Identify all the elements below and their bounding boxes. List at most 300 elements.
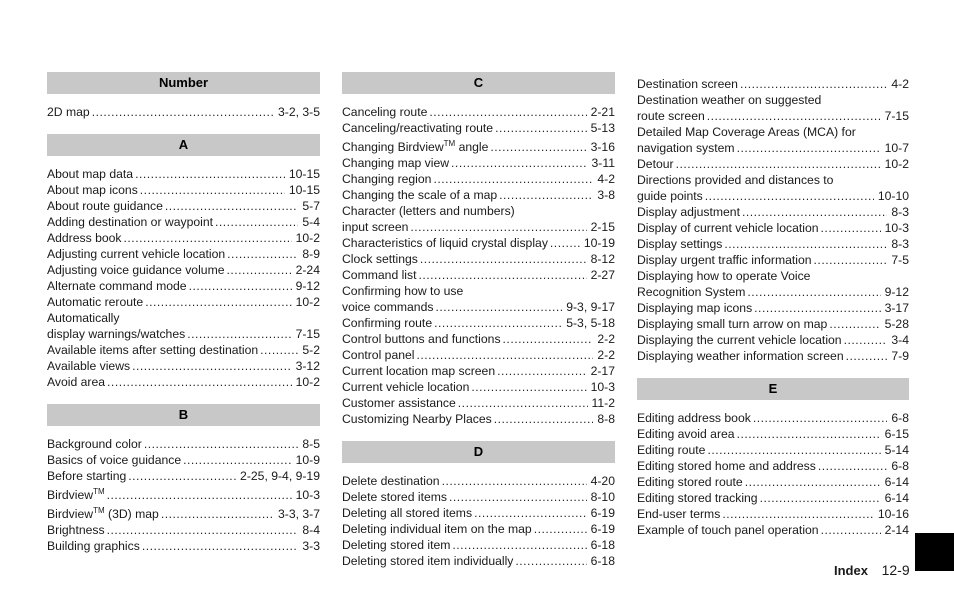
page-reference: 2-17 xyxy=(590,364,615,379)
index-column-1 xyxy=(47,72,320,554)
index-entry xyxy=(342,411,615,427)
index-entry xyxy=(47,230,320,246)
index-entry xyxy=(342,235,615,251)
index-entry-text: Destination screen xyxy=(637,77,738,91)
index-entry-text: navigation system xyxy=(637,141,735,155)
index-entry-text: Available views xyxy=(47,359,131,373)
leader-dots xyxy=(829,316,880,332)
page-reference: 7-5 xyxy=(891,253,909,267)
index-entry-term xyxy=(637,316,827,332)
index-entry-text-after: angle xyxy=(455,140,489,155)
page-reference: 3-3 xyxy=(302,539,320,554)
page-reference: 3-3, 3-7 xyxy=(277,507,320,522)
index-entry-text: guide points xyxy=(637,189,703,203)
index-entry-text: Editing avoid area xyxy=(637,427,735,441)
page-reference: 8-3 xyxy=(891,205,909,219)
index-entry-term xyxy=(47,230,122,246)
index-entry-term xyxy=(47,468,126,484)
leader-dots xyxy=(707,108,881,124)
index-entry-text: Customizing Nearby Places xyxy=(342,412,492,427)
index-entry-term xyxy=(342,299,433,315)
index-entry xyxy=(342,155,615,171)
index-entry-term xyxy=(47,452,181,468)
index-entry-term xyxy=(47,538,140,554)
index-entry-term xyxy=(47,326,185,342)
leader-dots xyxy=(740,76,887,92)
index-entry xyxy=(637,300,909,316)
index-entry xyxy=(342,187,615,203)
index-entry-term xyxy=(342,553,513,569)
index-entry-term xyxy=(342,219,408,235)
index-entry xyxy=(342,363,615,379)
index-entry-text: display warnings/watches xyxy=(47,327,186,341)
index-entry xyxy=(637,252,909,268)
index-entry-text: Recognition System xyxy=(637,285,746,299)
section-header: D xyxy=(342,441,615,463)
index-entry-text: Displaying the current vehicle location xyxy=(637,333,842,347)
index-column-3 xyxy=(637,76,909,538)
page-reference: 2-15 xyxy=(590,220,615,235)
index-entry-term xyxy=(47,342,258,358)
index-entry-text: Background color xyxy=(47,437,142,451)
index-entry-term xyxy=(342,315,432,331)
index-entry-term xyxy=(342,171,431,187)
index-entry-term xyxy=(47,182,138,198)
leader-dots xyxy=(92,104,274,120)
section-tab-marker xyxy=(915,533,954,571)
leader-dots xyxy=(227,262,292,278)
index-entry xyxy=(637,490,909,506)
index-entry xyxy=(47,452,320,468)
leader-dots xyxy=(434,315,562,331)
index-entry-term xyxy=(342,136,488,155)
leader-dots xyxy=(417,347,594,363)
index-entry-text: Displaying weather information screen xyxy=(637,349,844,363)
index-entry-term xyxy=(47,214,213,230)
page-reference: 10-9 xyxy=(295,453,320,467)
index-entry-text: Changing Birdview xyxy=(342,140,444,155)
page-reference: 11-2 xyxy=(591,396,615,411)
leader-dots xyxy=(215,214,298,230)
page-reference: 3-16 xyxy=(590,140,615,155)
index-entry xyxy=(47,342,320,358)
index-entry-text: About map data xyxy=(47,167,134,181)
leader-dots xyxy=(753,410,888,426)
index-entry-term xyxy=(342,155,449,171)
index-entry-text: Available items after setting destination xyxy=(47,343,259,357)
page-reference: 6-19 xyxy=(590,522,615,537)
leader-dots xyxy=(754,300,880,316)
index-entry-text: End-user terms xyxy=(637,507,721,521)
index-entry-text-after: (3D) map xyxy=(104,507,159,522)
index-entry-term xyxy=(637,332,842,348)
page-reference: 6-14 xyxy=(884,491,909,505)
page-reference: 8-8 xyxy=(597,412,615,427)
index-entry-text: Before starting xyxy=(47,469,127,483)
index-entry-term xyxy=(47,198,163,214)
page-reference: 8-10 xyxy=(590,490,615,505)
index-entry xyxy=(637,124,909,156)
leader-dots xyxy=(534,521,587,537)
trademark-sup: TM xyxy=(443,139,456,148)
index-entry-text: Adding destination or waypoint xyxy=(47,215,213,229)
page-reference: 2-21 xyxy=(590,105,615,119)
index-entry-term xyxy=(342,363,495,379)
index-entry-text: About map icons xyxy=(47,183,138,197)
index-entry-first-line: Confirming how to use xyxy=(342,284,464,299)
index-entry-term xyxy=(637,474,743,490)
index-entry xyxy=(47,484,320,503)
page-reference: 8-9 xyxy=(302,247,320,261)
leader-dots xyxy=(165,198,299,214)
page-reference: 10-15 xyxy=(288,167,320,181)
index-entry-term xyxy=(637,220,819,236)
index-entry-term xyxy=(47,294,143,310)
trademark-sup: TM xyxy=(93,506,105,516)
page-reference: 10-3 xyxy=(590,380,615,395)
index-entry-term xyxy=(47,278,187,294)
footer-section-label: Index xyxy=(834,563,868,578)
index-entry-term xyxy=(47,262,225,278)
leader-dots xyxy=(722,506,874,522)
index-entry-term xyxy=(637,458,816,474)
page-reference: 5-7 xyxy=(302,199,320,213)
index-entry-term xyxy=(47,484,105,503)
index-entry-text: Control buttons and functions xyxy=(342,332,501,347)
page-reference: 8-5 xyxy=(302,437,320,451)
index-entry-text: Display urgent traffic information xyxy=(637,253,812,267)
index-entry-text: Deleting stored item individually xyxy=(342,554,514,569)
index-entry-term xyxy=(47,374,105,390)
leader-dots xyxy=(135,166,285,182)
leader-dots xyxy=(449,489,587,505)
index-entry xyxy=(47,104,320,120)
leader-dots xyxy=(550,235,580,251)
leader-dots xyxy=(107,487,292,503)
index-entry-text: Editing route xyxy=(637,443,706,457)
index-entry-term xyxy=(342,395,456,411)
index-entry xyxy=(637,522,909,538)
index-entry xyxy=(342,347,615,363)
index-entry-term xyxy=(637,284,745,300)
leader-dots xyxy=(410,219,586,235)
leader-dots xyxy=(490,139,586,155)
index-entry-term xyxy=(637,108,705,124)
index-entry-term xyxy=(637,410,751,426)
leader-dots xyxy=(821,220,881,236)
index-entry-text: Automatic reroute xyxy=(47,295,144,309)
leader-dots xyxy=(737,140,881,156)
index-entry-term xyxy=(342,505,472,521)
leader-dots xyxy=(503,331,594,347)
page-reference: 4-20 xyxy=(590,474,615,489)
index-entry-term xyxy=(637,76,738,92)
index-entry-term xyxy=(342,267,417,283)
index-entry-text: Changing region xyxy=(342,172,432,187)
index-entry-text: About route guidance xyxy=(47,199,163,213)
index-entry-text: Changing the scale of a map xyxy=(342,188,498,203)
leader-dots xyxy=(442,473,587,489)
page-reference: 10-2 xyxy=(295,295,320,309)
index-entry xyxy=(342,521,615,537)
index-entry-text: 2D map xyxy=(47,105,90,119)
leader-dots xyxy=(451,155,587,171)
index-entry-text: Changing map view xyxy=(342,156,450,171)
index-entry xyxy=(47,538,320,554)
index-entry-term xyxy=(47,166,133,182)
index-entry xyxy=(637,474,909,490)
index-entry-first-line: Destination weather on suggested xyxy=(637,93,822,107)
index-entry-term xyxy=(637,506,720,522)
index-entry-text: Deleting stored item xyxy=(342,538,451,553)
section-header: E xyxy=(637,378,909,400)
section-header: A xyxy=(47,134,320,156)
index-entry xyxy=(47,182,320,198)
index-entry xyxy=(47,522,320,538)
page-reference: 2-14 xyxy=(884,523,909,537)
index-entry-text: Confirming route xyxy=(342,316,433,331)
index-entry xyxy=(342,283,615,315)
index-entry xyxy=(637,156,909,172)
index-entry xyxy=(637,332,909,348)
leader-dots xyxy=(227,246,298,262)
index-entry xyxy=(342,251,615,267)
page-reference: 4-2 xyxy=(597,172,615,187)
index-entry-text: Adjusting current vehicle location xyxy=(47,247,226,261)
page-reference: 2-2 xyxy=(597,332,615,347)
page-reference: 6-15 xyxy=(884,427,909,441)
index-entry-term xyxy=(342,521,532,537)
index-entry-text: Building graphics xyxy=(47,539,140,554)
index-entry-term xyxy=(342,537,450,553)
page-reference: 3-12 xyxy=(295,359,320,373)
section-header: C xyxy=(342,72,615,94)
page-reference: 10-16 xyxy=(877,507,909,521)
index-entry-text: Avoid area xyxy=(47,375,106,389)
leader-dots xyxy=(760,490,881,506)
index-entry-term xyxy=(637,156,674,172)
index-entry xyxy=(637,426,909,442)
leader-dots xyxy=(260,342,298,358)
index-entry xyxy=(342,120,615,136)
page-reference: 7-15 xyxy=(884,109,909,123)
index-entry-first-line: Detailed Map Coverage Areas (MCA) for xyxy=(637,125,856,139)
index-column-2 xyxy=(342,72,615,569)
leader-dots xyxy=(705,188,874,204)
index-entry-text: voice commands xyxy=(342,300,434,315)
index-entry xyxy=(342,489,615,505)
index-entry xyxy=(342,473,615,489)
leader-dots xyxy=(497,363,587,379)
index-entry-text: Editing stored tracking xyxy=(637,491,758,505)
index-entry-term xyxy=(47,503,159,522)
leader-dots xyxy=(183,452,291,468)
leader-dots xyxy=(433,171,593,187)
index-entry-term xyxy=(342,251,418,267)
index-entry xyxy=(342,331,615,347)
page-reference: 10-3 xyxy=(884,221,909,235)
page-reference: 5-4 xyxy=(302,215,320,229)
page-reference: 10-19 xyxy=(583,236,615,251)
page-footer xyxy=(834,562,910,578)
index-entry-text: Alternate command mode xyxy=(47,279,187,293)
index-entry-first-line: Directions provided and distances to xyxy=(637,173,834,187)
leader-dots xyxy=(128,468,236,484)
index-entry-text: Current vehicle location xyxy=(342,380,470,395)
leader-dots xyxy=(142,538,299,554)
index-entry xyxy=(47,262,320,278)
page-reference: 5-14 xyxy=(884,443,909,457)
index-entry xyxy=(637,506,909,522)
index-entry-text: Display of current vehicle location xyxy=(637,221,819,235)
index-entry-text: Birdview xyxy=(47,488,94,503)
page-reference: 6-19 xyxy=(590,506,615,521)
index-entry-text: Brightness xyxy=(47,523,105,538)
page-reference: 10-7 xyxy=(884,141,909,155)
leader-dots xyxy=(474,505,587,521)
leader-dots xyxy=(846,348,888,364)
index-entry xyxy=(342,104,615,120)
page-reference: 10-2 xyxy=(295,231,320,245)
index-entry-first-line: Character (letters and numbers) xyxy=(342,204,515,219)
index-entry-first-line: Displaying how to operate Voice xyxy=(637,269,811,283)
index-entry-text: Control panel xyxy=(342,348,415,363)
leader-dots xyxy=(429,104,586,120)
page-reference: 3-8 xyxy=(597,188,615,203)
index-entry-term xyxy=(47,522,105,538)
leader-dots xyxy=(676,156,881,172)
index-entry-text: route screen xyxy=(637,109,705,123)
page-reference: 8-12 xyxy=(590,252,615,267)
index-entry-text: Customer assistance xyxy=(342,396,456,411)
index-entry-text: Canceling/reactivating route xyxy=(342,121,494,135)
leader-dots xyxy=(452,537,586,553)
page-reference: 10-15 xyxy=(288,183,320,197)
index-entry-term xyxy=(342,331,501,347)
index-entry xyxy=(342,553,615,569)
leader-dots xyxy=(187,326,291,342)
index-entry-text: Displaying small turn arrow on map xyxy=(637,317,828,331)
leader-dots xyxy=(707,442,880,458)
index-entry xyxy=(47,310,320,342)
index-entry-term xyxy=(637,300,752,316)
index-entry xyxy=(637,76,909,92)
index-entry-text: Editing stored home and address xyxy=(637,459,816,473)
page-reference: 5-2 xyxy=(302,343,320,357)
index-entry xyxy=(342,395,615,411)
index-entry xyxy=(637,410,909,426)
index-entry-text: Delete stored items xyxy=(342,490,447,505)
index-entry-text: Delete destination xyxy=(342,474,440,489)
index-entry xyxy=(637,348,909,364)
index-entry-term xyxy=(637,204,740,220)
page-reference: 6-18 xyxy=(590,554,615,569)
index-entry-text: Editing stored route xyxy=(637,475,743,489)
index-entry xyxy=(342,315,615,331)
page-reference: 3-4 xyxy=(891,333,909,347)
index-entry-text: Editing address book xyxy=(637,411,751,425)
index-entry-text: Deleting all stored items xyxy=(342,506,473,521)
index-entry-term xyxy=(637,252,812,268)
index-entry xyxy=(637,442,909,458)
index-entry-term xyxy=(342,347,415,363)
leader-dots xyxy=(844,332,888,348)
index-entry-text: Display adjustment xyxy=(637,205,740,219)
index-entry-text: input screen xyxy=(342,220,409,235)
index-entry xyxy=(637,236,909,252)
index-entry xyxy=(47,503,320,522)
index-entry-term xyxy=(342,411,492,427)
leader-dots xyxy=(435,299,562,315)
index-entry-first-line: Automatically xyxy=(47,311,120,325)
footer-page-number: 12-9 xyxy=(881,562,910,578)
page-reference: 10-2 xyxy=(295,375,320,389)
index-entry xyxy=(342,379,615,395)
index-entry-term xyxy=(342,235,548,251)
index-entry-term xyxy=(637,522,819,538)
page-reference: 5-28 xyxy=(884,317,909,331)
index-entry-term xyxy=(342,187,497,203)
leader-dots xyxy=(458,395,588,411)
leader-dots xyxy=(745,474,881,490)
page-reference: 3-11 xyxy=(591,156,615,171)
index-entry-term xyxy=(47,246,225,262)
leader-dots xyxy=(724,236,887,252)
index-entry-term xyxy=(47,104,90,120)
trademark-sup: TM xyxy=(93,487,105,496)
index-entry-text: Address book xyxy=(47,231,122,245)
index-entry xyxy=(342,267,615,283)
index-entry xyxy=(342,171,615,187)
page-reference: 6-14 xyxy=(884,475,909,489)
index-entry-text: Detour xyxy=(637,157,674,171)
leader-dots xyxy=(132,358,291,374)
section-header: Number xyxy=(47,72,320,94)
index-entry-text: Current location map screen xyxy=(342,364,496,379)
index-entry-text: Birdview xyxy=(47,507,94,522)
index-entry-term xyxy=(342,473,440,489)
index-entry-text: Example of touch panel operation xyxy=(637,523,819,537)
index-entry xyxy=(637,172,909,204)
page-reference: 7-9 xyxy=(891,349,909,363)
leader-dots xyxy=(189,278,292,294)
leader-dots xyxy=(515,553,586,569)
index-entry-text: Clock settings xyxy=(342,252,418,267)
index-entry xyxy=(47,436,320,452)
page-reference: 2-2 xyxy=(597,348,615,363)
leader-dots xyxy=(420,251,587,267)
page-reference: 9-3, 9-17 xyxy=(566,300,615,315)
index-entry xyxy=(47,166,320,182)
index-entry-term xyxy=(342,379,469,395)
index-entry-text: Display settings xyxy=(637,237,723,251)
index-entry-term xyxy=(637,348,844,364)
index-entry xyxy=(637,458,909,474)
page-reference: 6-8 xyxy=(891,411,909,425)
index-entry xyxy=(637,220,909,236)
leader-dots xyxy=(818,458,888,474)
index-entry-term xyxy=(47,436,142,452)
index-entry-term xyxy=(637,188,703,204)
index-entry xyxy=(637,92,909,124)
leader-dots xyxy=(124,230,292,246)
index-entry-term xyxy=(342,120,493,136)
page-reference: 5-13 xyxy=(590,121,615,135)
page-reference: 9-12 xyxy=(295,279,320,293)
index-entry-term xyxy=(637,236,722,252)
leader-dots xyxy=(107,374,292,390)
page-reference: 10-2 xyxy=(884,157,909,171)
